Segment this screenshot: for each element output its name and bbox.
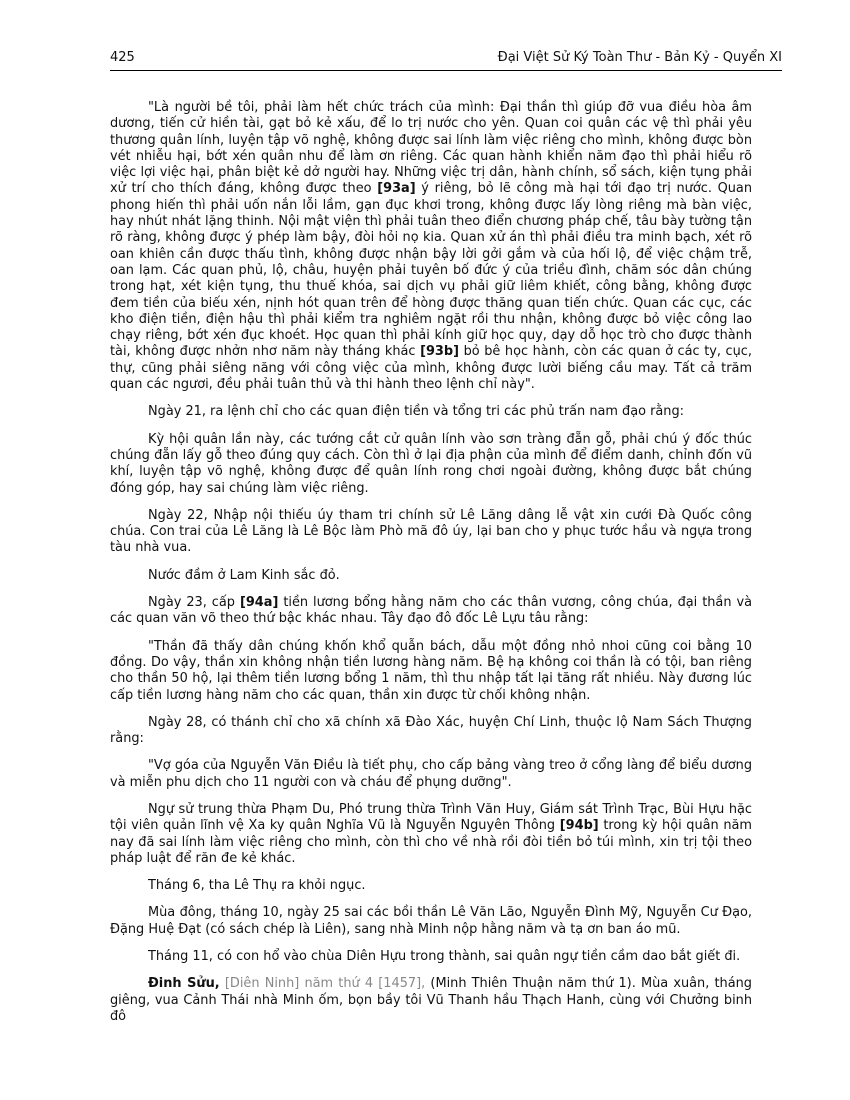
text-run: Ngày 23, cấp	[148, 595, 240, 611]
folio-ref-94b: [94b]	[559, 818, 599, 834]
page-header	[110, 48, 782, 71]
book-title: Đại Việt Sử Ký Toàn Thư - Bản Kỷ - Quyển XI	[497, 50, 782, 65]
paragraph-widow-decree: "Vợ góa của Nguyễn Văn Điều là tiết phụ, cho cấp bảng vàng treo ở cổng làng để biểu dương và miễn phu dịch cho 11 người con và cháu để phụng dưỡng".	[110, 758, 752, 790]
paragraph-day-23	[110, 595, 752, 628]
paragraph-timber-order: Kỳ hội quân lần này, các tướng cắt cử quân lính vào sơn tràng đẵn gỗ, phải chú ý đốc thúc chúng đẵn lấy gỗ theo đúng quy cách. Còn thì ở lại địa phận của mình để điểm danh, chỉnh đốn vũ khí, luyện tập võ nghệ, không được để quân lính rong chơi ngoài đường, không được bắt chúng đóng góp, hay sai chúng làm việc riêng.	[110, 431, 752, 496]
folio-ref-94a: [94a]	[239, 595, 279, 611]
page-number: 425	[110, 50, 135, 65]
paragraph-censors	[110, 802, 752, 867]
paragraph-lam-kinh: Nước đầm ở Lam Kinh sắc đỏ.	[148, 567, 340, 583]
folio-ref-93b: [93b]	[420, 344, 460, 360]
paragraph-month-11: Tháng 11, có con hổ vào chùa Diên Hựu trong thành, sai quân ngự tiền cầm dao bắt giết đi.	[148, 949, 741, 965]
text-run: ý riêng, bỏ lẽ công mà hại tới đạo trị nước. Quan phong hiến thì phải uốn nắn lỗi lầm, gạn đục khơi trong, không được lấy lòng riêng mà bàn việc, hay nhút nhát lặng thinh. Nội mật viện thì phải tuân theo điển chương pháp chế, tâu bày tường tận rõ ràng, không được ý phép làm bậy, đòi hỏi nọ kia. Quan xử án thì phải điều tra minh bạch, xét rõ oan khiên cần được thấu tình, không được nhận bậy lời gởi gắm và của hối lộ, để việc chậm trễ, oan lạm. Các quan phủ, lộ, châu, huyện phải tuyên bố đức ý của triều đình, chăm sóc dân chúng trong hạt, xét kiện tụng, thu thuế khóa, sai dịch vụ phải giữ liêm khiết, công bằng, không được đem tiền của biếu xén, nịnh hót quan trên để hòng được thăng quan tiến chức. Quan các cục, các kho điện tiền, điện hậu thì phải kiểm tra nghiêm ngặt rồi thu nhận, không được bỏ việc công lao chạy riêng, bớt xén đục khoét. Học quan thì phải kính giữ học quy, dạy dỗ học trò cho được thành tài, không được nhởn nhơ năm này tháng khác	[110, 181, 752, 360]
era-note: [Diên Ninh] năm thứ 4 [1457],	[219, 976, 426, 992]
paragraph-month-6: Tháng 6, tha Lê Thụ ra khỏi ngục.	[148, 878, 366, 894]
paragraph-day-28: Ngày 28, có thánh chỉ cho xã chính xã Đào Xác, huyện Chí Linh, thuộc lộ Nam Sách Thượng rằng:	[110, 714, 752, 747]
folio-ref-93a: [93a]	[377, 181, 416, 197]
text-run: "Là người bề tôi, phải làm hết chức trách của mình: Đại thần thì giúp đỡ vua điều hòa âm dương, tiến cử hiền tài, gạt bỏ kẻ xấu, để lo trị nước cho yên. Quan coi quân các vệ thì phải yêu thương quân lính, luyện tập võ nghệ, không được sai lính làm việc riêng cho mình, không được bòn vét nhiễu hại, bớt xén quân nhu để làm ơn riêng. Các quan hành khiển năm đạo thì phải hiểu rõ việc lợi việc hại, phân biệt kẻ dở người hay. Những việc trị dân, hành chính, sổ sách, kiện tụng phải xử trí cho thích đáng, không được theo	[110, 100, 752, 197]
text-run: Ngự sử trung thừa Phạm Du, Phó trung thừa Trình Văn Huy, Giám sát Trình Trạc, Bùi Hựu hặc tội viên quản lĩnh vệ Xa ky quân Nghĩa Vũ là Nguyễn Nguyên Thông	[110, 801, 752, 834]
page-body	[110, 100, 752, 1036]
paragraph-day-21: Ngày 21, ra lệnh chỉ cho các quan điện tiền và tổng tri các phủ trấn nam đạo rằng:	[148, 404, 685, 420]
paragraph-winter: Mùa đông, tháng 10, ngày 25 sai các bồi thần Lê Văn Lão, Nguyễn Đình Mỹ, Nguyễn Cư Đạo, Đặng Huệ Đạt (có sách chép là Liên), sang nhà Minh nộp hằng năm và tạ ơn ban áo mũ.	[110, 905, 752, 937]
text-run: tiền lương bổng hằng năm cho các thân vương, công chúa, đại thần và các quan văn võ theo thứ bậc khác nhau. Tây đạo đô đốc Lê Lựu tâu rằng:	[110, 595, 752, 627]
text-run: bỏ bê học hành, còn các quan ở các ty, cục, thự, cũng phải siêng năng với công việc của mình, không được lười biếng cầu may. Tất cả trăm quan các ngươi, đều phải tuân thủ và thi hành theo lệnh chỉ này".	[110, 344, 752, 393]
paragraph-royal-edict	[110, 100, 752, 393]
paragraph-dinh-suu	[110, 976, 752, 1025]
text-run: trong kỳ hội quân năm nay đã sai lính làm việc riêng cho mình, còn thì cho về nhà rồi đòi tiền bỏ túi mình, xin trị tội theo pháp luật để răn đe kẻ khác.	[110, 818, 752, 866]
paragraph-day-22: Ngày 22, Nhập nội thiếu úy tham tri chính sử Lê Lăng dâng lễ vật xin cưới Đà Quốc công chúa. Con trai của Lê Lăng là Lê Bộc làm Phò mã đô úy, lại ban cho y phục tước hầu và ngựa trong tàu nhà vua.	[110, 507, 752, 556]
text-run: (Minh Thiên Thuận năm thứ 1). Mùa xuân, tháng giêng, vua Cảnh Thái nhà Minh ốm, bọn bầy tôi Vũ Thanh hầu Thạch Hanh, cùng với Chưởng binh đô	[110, 976, 752, 1024]
paragraph-le-luu-speech: "Thần đã thấy dân chúng khốn khổ quẫn bách, dẫu một đồng nhỏ nhoi cũng coi bằng 10 đồng. Do vậy, thần xin không nhận tiền lương hàng năm. Bệ hạ không coi thần là có tội, ban riêng cho thần 50 hộ, lại thêm tiền lương bổng 1 năm, thì thu nhập tất lại tăng rất nhiều. Này đương lúc cấp tiền lương hàng năm cho các quan, thần xin được từ chối không nhận.	[110, 638, 752, 703]
year-heading: Đinh Sửu,	[148, 976, 220, 992]
